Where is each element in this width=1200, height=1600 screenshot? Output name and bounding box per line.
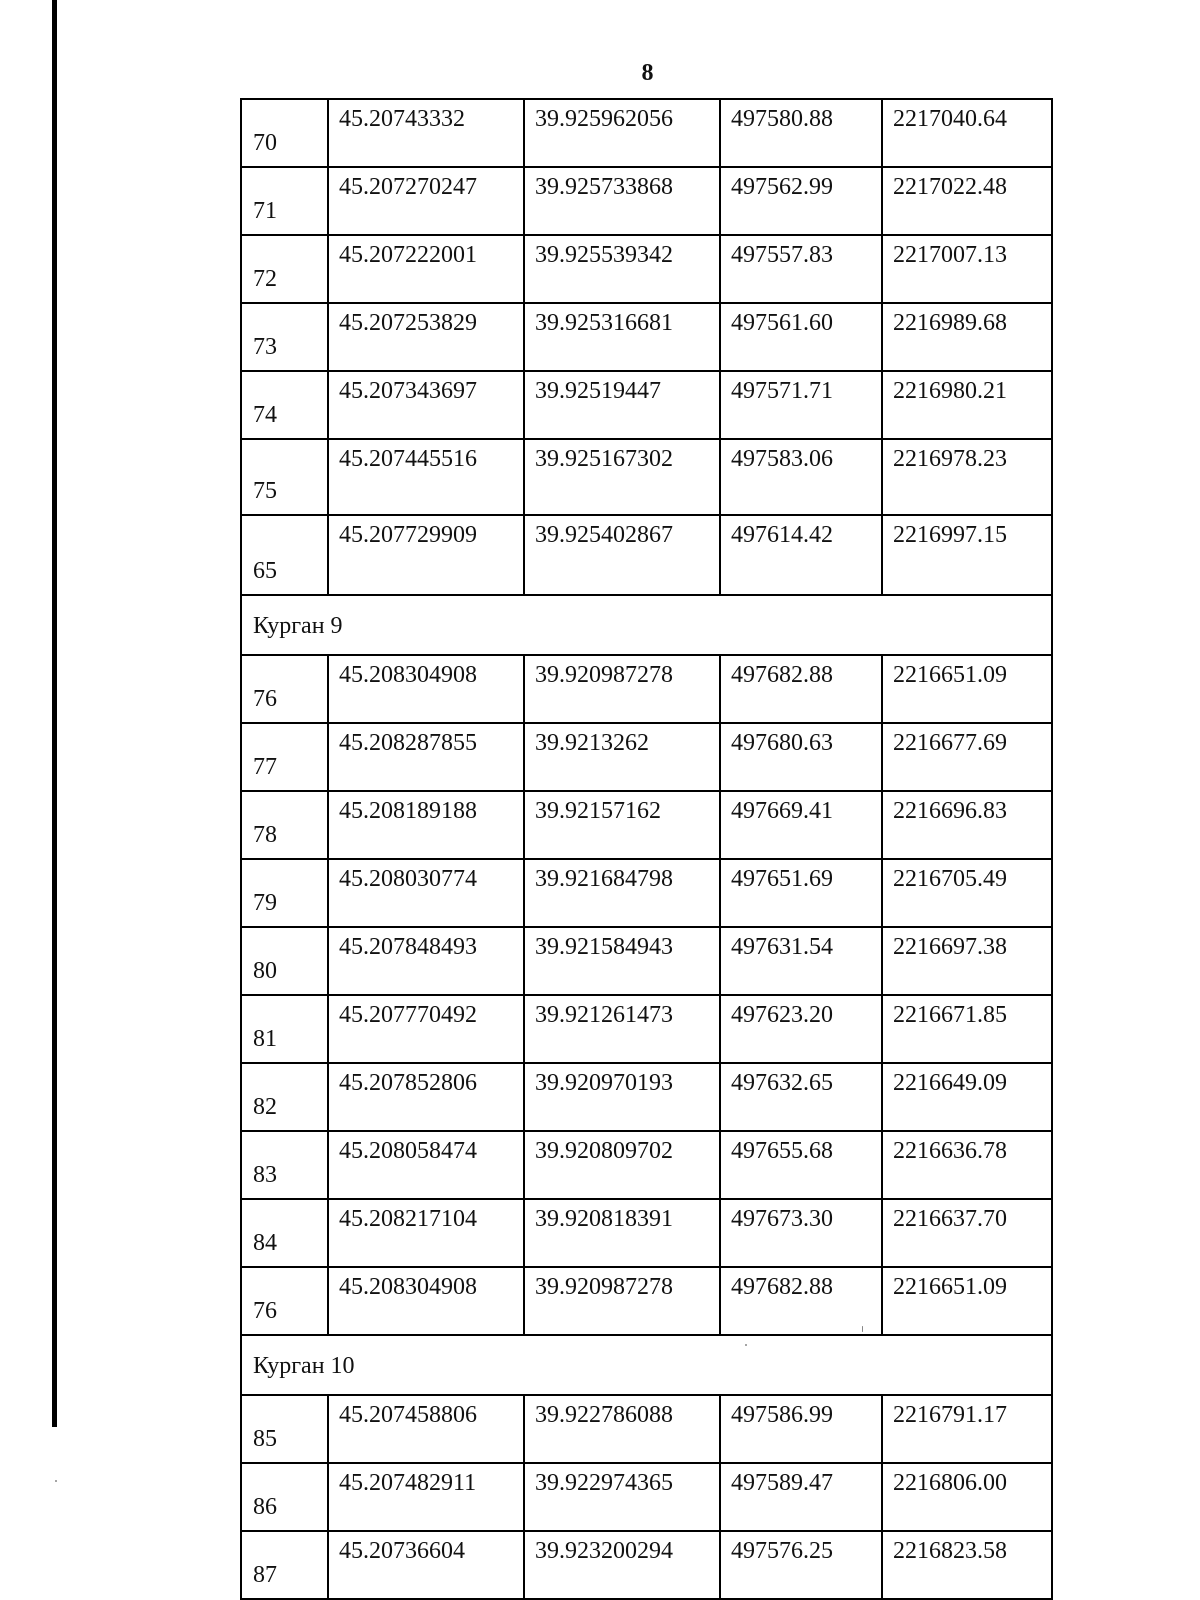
latitude-cell: 45.20736604 (328, 1531, 524, 1599)
latitude-cell: 45.208287855 (328, 723, 524, 791)
latitude-cell: 45.208304908 (328, 655, 524, 723)
table-row (241, 167, 1052, 235)
point-number-cell: 74 (241, 371, 328, 439)
scan-speck (55, 1480, 57, 1482)
longitude-cell: 39.920987278 (524, 655, 720, 723)
longitude-cell: 39.925962056 (524, 99, 720, 167)
latitude-cell: 45.207343697 (328, 371, 524, 439)
y-coordinate-cell: 2216651.09 (882, 1267, 1052, 1335)
table-row (241, 655, 1052, 723)
longitude-cell: 39.923200294 (524, 1531, 720, 1599)
table-row (241, 1131, 1052, 1199)
table-row (241, 1531, 1052, 1599)
longitude-cell: 39.920809702 (524, 1131, 720, 1199)
scan-speck (862, 1326, 863, 1332)
x-coordinate-cell: 497583.06 (720, 439, 882, 515)
x-coordinate-cell: 497562.99 (720, 167, 882, 235)
group-header-row (241, 595, 1052, 655)
point-number-cell: 70 (241, 99, 328, 167)
latitude-cell: 45.207270247 (328, 167, 524, 235)
x-coordinate-cell: 497586.99 (720, 1395, 882, 1463)
point-number-cell: 86 (241, 1463, 328, 1531)
longitude-cell: 39.920987278 (524, 1267, 720, 1335)
y-coordinate-cell: 2216980.21 (882, 371, 1052, 439)
latitude-cell: 45.207770492 (328, 995, 524, 1063)
latitude-cell: 45.208189188 (328, 791, 524, 859)
point-number-cell: 77 (241, 723, 328, 791)
group-header-row (241, 1335, 1052, 1395)
table-row (241, 1267, 1052, 1335)
y-coordinate-cell: 2216636.78 (882, 1131, 1052, 1199)
latitude-cell: 45.208217104 (328, 1199, 524, 1267)
x-coordinate-cell: 497589.47 (720, 1463, 882, 1531)
y-coordinate-cell: 2216791.17 (882, 1395, 1052, 1463)
table-row (241, 859, 1052, 927)
table-row (241, 1199, 1052, 1267)
longitude-cell: 39.925167302 (524, 439, 720, 515)
y-coordinate-cell: 2216649.09 (882, 1063, 1052, 1131)
y-coordinate-cell: 2216997.15 (882, 515, 1052, 595)
longitude-cell: 39.921261473 (524, 995, 720, 1063)
table-row (241, 927, 1052, 995)
point-number-cell: 84 (241, 1199, 328, 1267)
latitude-cell: 45.208030774 (328, 859, 524, 927)
point-number-cell: 72 (241, 235, 328, 303)
longitude-cell: 39.922786088 (524, 1395, 720, 1463)
longitude-cell: 39.921684798 (524, 859, 720, 927)
point-number-cell: 73 (241, 303, 328, 371)
table-row (241, 99, 1052, 167)
x-coordinate-cell: 497571.71 (720, 371, 882, 439)
x-coordinate-cell: 497557.83 (720, 235, 882, 303)
x-coordinate-cell: 497631.54 (720, 927, 882, 995)
scan-edge-line (52, 0, 57, 1427)
y-coordinate-cell: 2216677.69 (882, 723, 1052, 791)
group-label: Курган 10 (241, 1335, 1052, 1395)
longitude-cell: 39.925402867 (524, 515, 720, 595)
y-coordinate-cell: 2216705.49 (882, 859, 1052, 927)
latitude-cell: 45.207458806 (328, 1395, 524, 1463)
longitude-cell: 39.920818391 (524, 1199, 720, 1267)
y-coordinate-cell: 2217022.48 (882, 167, 1052, 235)
y-coordinate-cell: 2216806.00 (882, 1463, 1052, 1531)
point-number-cell: 71 (241, 167, 328, 235)
table-row (241, 1395, 1052, 1463)
table-row (241, 723, 1052, 791)
x-coordinate-cell: 497669.41 (720, 791, 882, 859)
x-coordinate-cell: 497682.88 (720, 1267, 882, 1335)
point-number-cell: 80 (241, 927, 328, 995)
point-number-cell: 65 (241, 515, 328, 595)
page-number: 8 (641, 60, 654, 86)
table-row (241, 371, 1052, 439)
latitude-cell: 45.207445516 (328, 439, 524, 515)
longitude-cell: 39.921584943 (524, 927, 720, 995)
point-number-cell: 81 (241, 995, 328, 1063)
y-coordinate-cell: 2216637.70 (882, 1199, 1052, 1267)
group-label: Курган 9 (241, 595, 1052, 655)
latitude-cell: 45.208058474 (328, 1131, 524, 1199)
latitude-cell: 45.207848493 (328, 927, 524, 995)
x-coordinate-cell: 497655.68 (720, 1131, 882, 1199)
point-number-cell: 83 (241, 1131, 328, 1199)
point-number-cell: 78 (241, 791, 328, 859)
x-coordinate-cell: 497561.60 (720, 303, 882, 371)
x-coordinate-cell: 497623.20 (720, 995, 882, 1063)
longitude-cell: 39.92519447 (524, 371, 720, 439)
longitude-cell: 39.925733868 (524, 167, 720, 235)
table-row (241, 515, 1052, 595)
y-coordinate-cell: 2216989.68 (882, 303, 1052, 371)
table-row (241, 303, 1052, 371)
longitude-cell: 39.925316681 (524, 303, 720, 371)
longitude-cell: 39.925539342 (524, 235, 720, 303)
scan-speck (745, 1344, 747, 1346)
x-coordinate-cell: 497651.69 (720, 859, 882, 927)
x-coordinate-cell: 497576.25 (720, 1531, 882, 1599)
latitude-cell: 45.207729909 (328, 515, 524, 595)
table-row (241, 1463, 1052, 1531)
latitude-cell: 45.20743332 (328, 99, 524, 167)
longitude-cell: 39.920970193 (524, 1063, 720, 1131)
point-number-cell: 85 (241, 1395, 328, 1463)
point-number-cell: 76 (241, 655, 328, 723)
y-coordinate-cell: 2217040.64 (882, 99, 1052, 167)
latitude-cell: 45.207253829 (328, 303, 524, 371)
y-coordinate-cell: 2216671.85 (882, 995, 1052, 1063)
longitude-cell: 39.922974365 (524, 1463, 720, 1531)
y-coordinate-cell: 2216823.58 (882, 1531, 1052, 1599)
coordinates-table (240, 98, 1053, 1600)
point-number-cell: 79 (241, 859, 328, 927)
x-coordinate-cell: 497682.88 (720, 655, 882, 723)
latitude-cell: 45.207852806 (328, 1063, 524, 1131)
latitude-cell: 45.208304908 (328, 1267, 524, 1335)
latitude-cell: 45.207222001 (328, 235, 524, 303)
y-coordinate-cell: 2216696.83 (882, 791, 1052, 859)
x-coordinate-cell: 497580.88 (720, 99, 882, 167)
table-row (241, 791, 1052, 859)
x-coordinate-cell: 497632.65 (720, 1063, 882, 1131)
longitude-cell: 39.9213262 (524, 723, 720, 791)
longitude-cell: 39.92157162 (524, 791, 720, 859)
y-coordinate-cell: 2217007.13 (882, 235, 1052, 303)
point-number-cell: 87 (241, 1531, 328, 1599)
table-row (241, 235, 1052, 303)
y-coordinate-cell: 2216978.23 (882, 439, 1052, 515)
x-coordinate-cell: 497614.42 (720, 515, 882, 595)
table-row (241, 995, 1052, 1063)
y-coordinate-cell: 2216651.09 (882, 655, 1052, 723)
table-row (241, 439, 1052, 515)
x-coordinate-cell: 497673.30 (720, 1199, 882, 1267)
point-number-cell: 76 (241, 1267, 328, 1335)
latitude-cell: 45.207482911 (328, 1463, 524, 1531)
y-coordinate-cell: 2216697.38 (882, 927, 1052, 995)
point-number-cell: 82 (241, 1063, 328, 1131)
point-number-cell: 75 (241, 439, 328, 515)
table-row (241, 1063, 1052, 1131)
x-coordinate-cell: 497680.63 (720, 723, 882, 791)
